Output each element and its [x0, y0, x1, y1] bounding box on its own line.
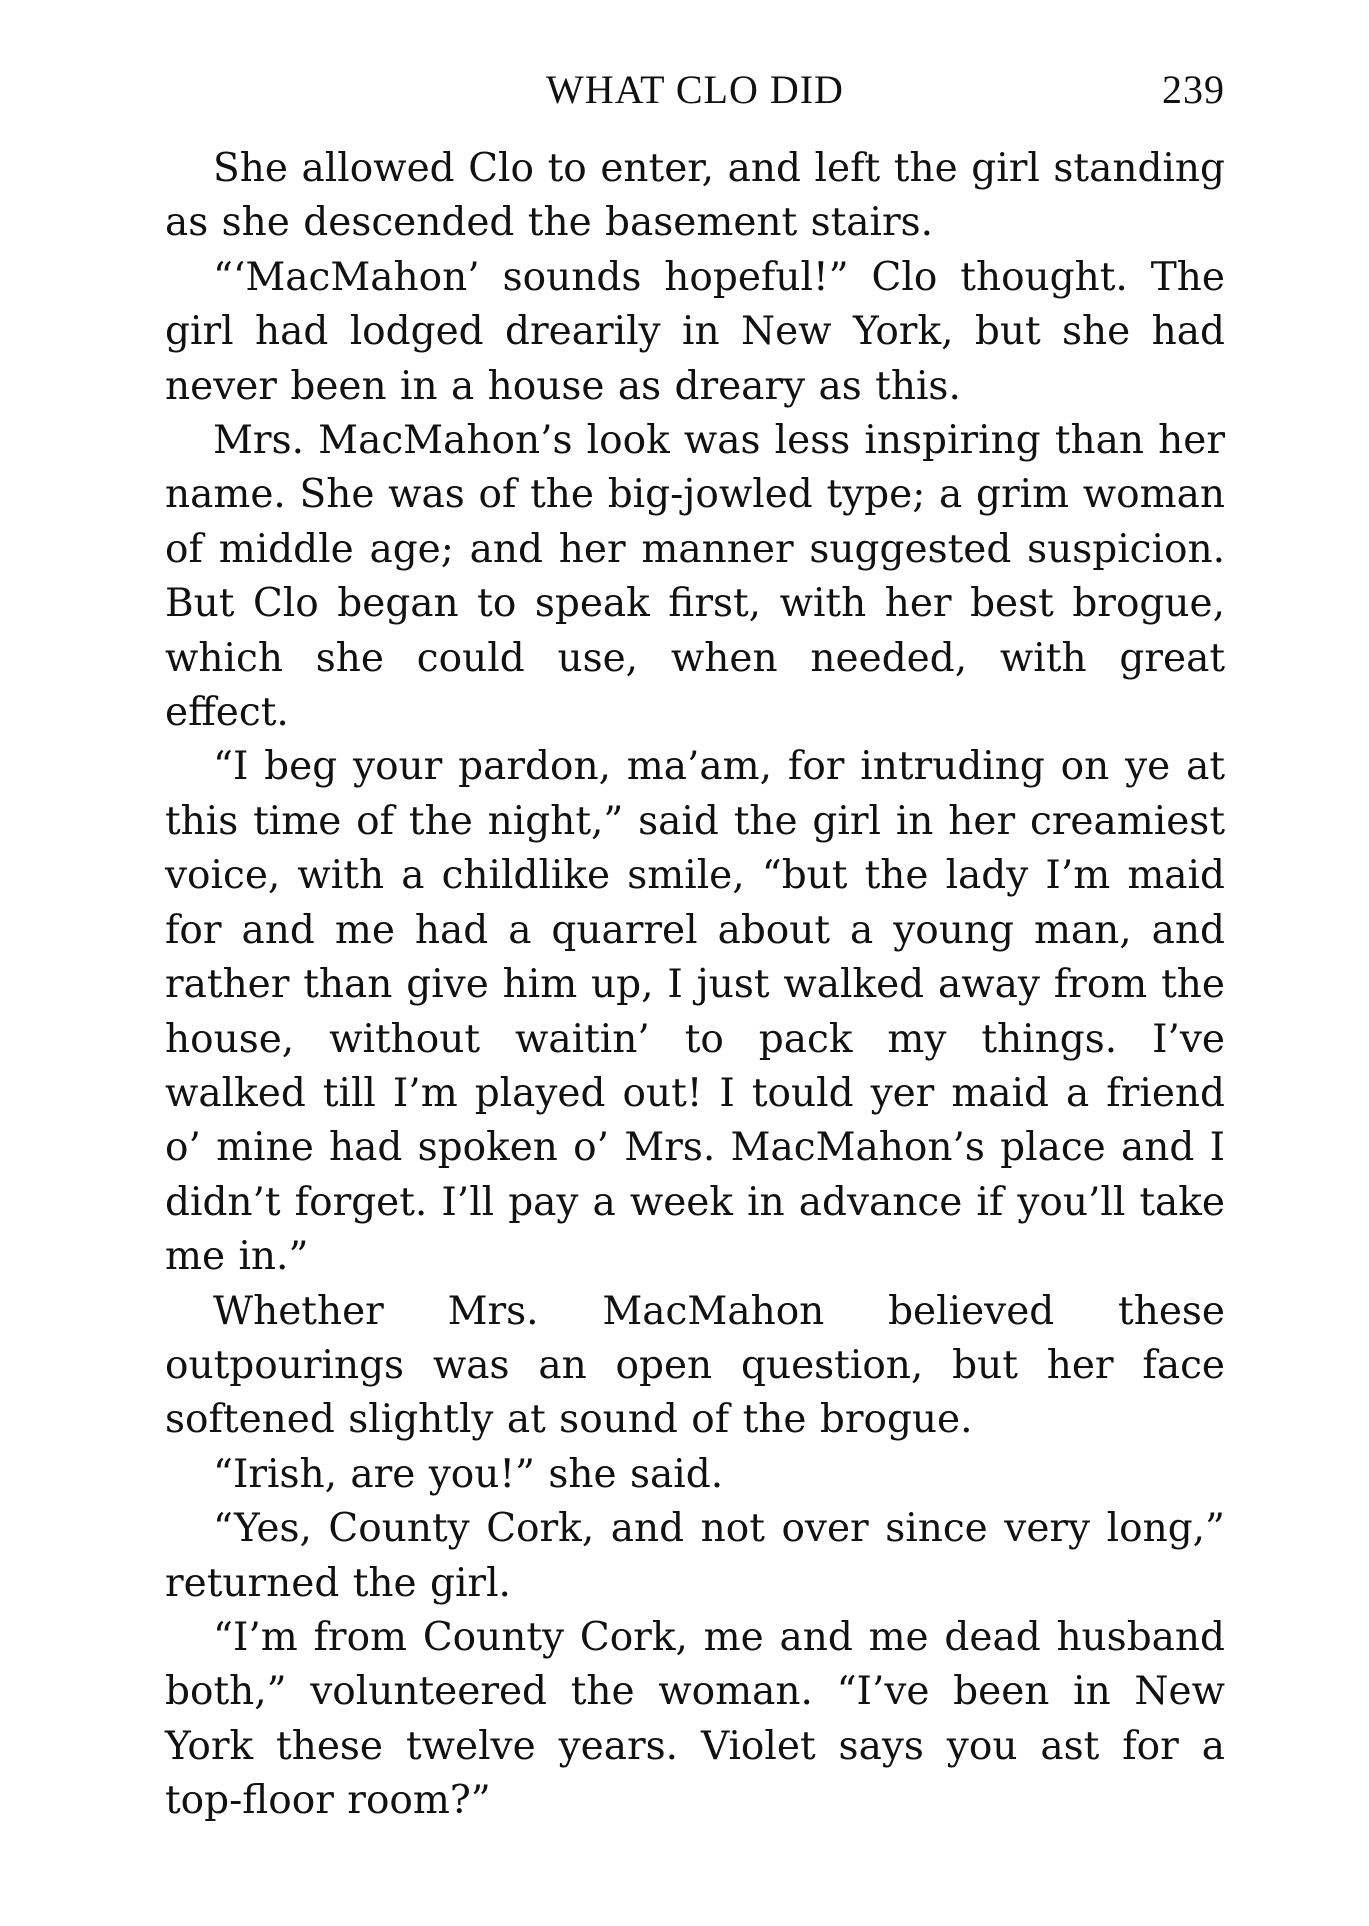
body-text — [165, 142, 1225, 1829]
paragraph: “I’m from County Cork, me and me dead husband both,” volunteered the woman. “I’ve been in New York these twelve years. Violet says you ast for a top-floor room?” — [165, 1614, 1225, 1824]
page-number: 239 — [1162, 67, 1225, 112]
running-head — [165, 62, 1225, 118]
paragraph: She allowed Clo to enter, and left the girl standing as she descended the basement stairs. — [165, 146, 1225, 246]
paragraph: “‘MacMahon’ sounds hopeful!” Clo thought. The girl had lodged drearily in New York, but she had never been in a house as dreary as this. — [165, 254, 1225, 409]
paragraph: Mrs. MacMahon’s look was less inspiring than her name. She was of the big-jowled type; a grim woman of middle age; and her manner suggested suspicion. But Clo began to speak first, with her best brogue, which she could use, when needed, with great effect. — [165, 418, 1225, 736]
paragraph: Whether Mrs. MacMahon believed these outpourings was an open question, but her face softened slightly at sound of the brogue. — [165, 1288, 1225, 1443]
paragraph: “I beg your pardon, ma’am, for intruding on ye at this time of the night,” said the girl in her creamiest voice, with a childlike smile, “but the lady I’m maid for and me had a quarrel about a young man, and rather than give him up, I just walked away from the house, without waitin’ to pack my things. I’ve walked till I’m played out! I tould yer maid a friend o’ mine had spoken o’ Mrs. MacMahon’s place and I didn’t forget. I’ll pay a week in advance if you’ll take me in.” — [165, 744, 1225, 1280]
paragraph: “Yes, County Cork, and not over since very long,” returned the girl. — [165, 1506, 1225, 1606]
paragraph: “Irish, are you!” she said. — [213, 1451, 724, 1497]
running-title: WHAT CLO DID — [546, 67, 844, 112]
book-page — [165, 62, 1225, 1829]
